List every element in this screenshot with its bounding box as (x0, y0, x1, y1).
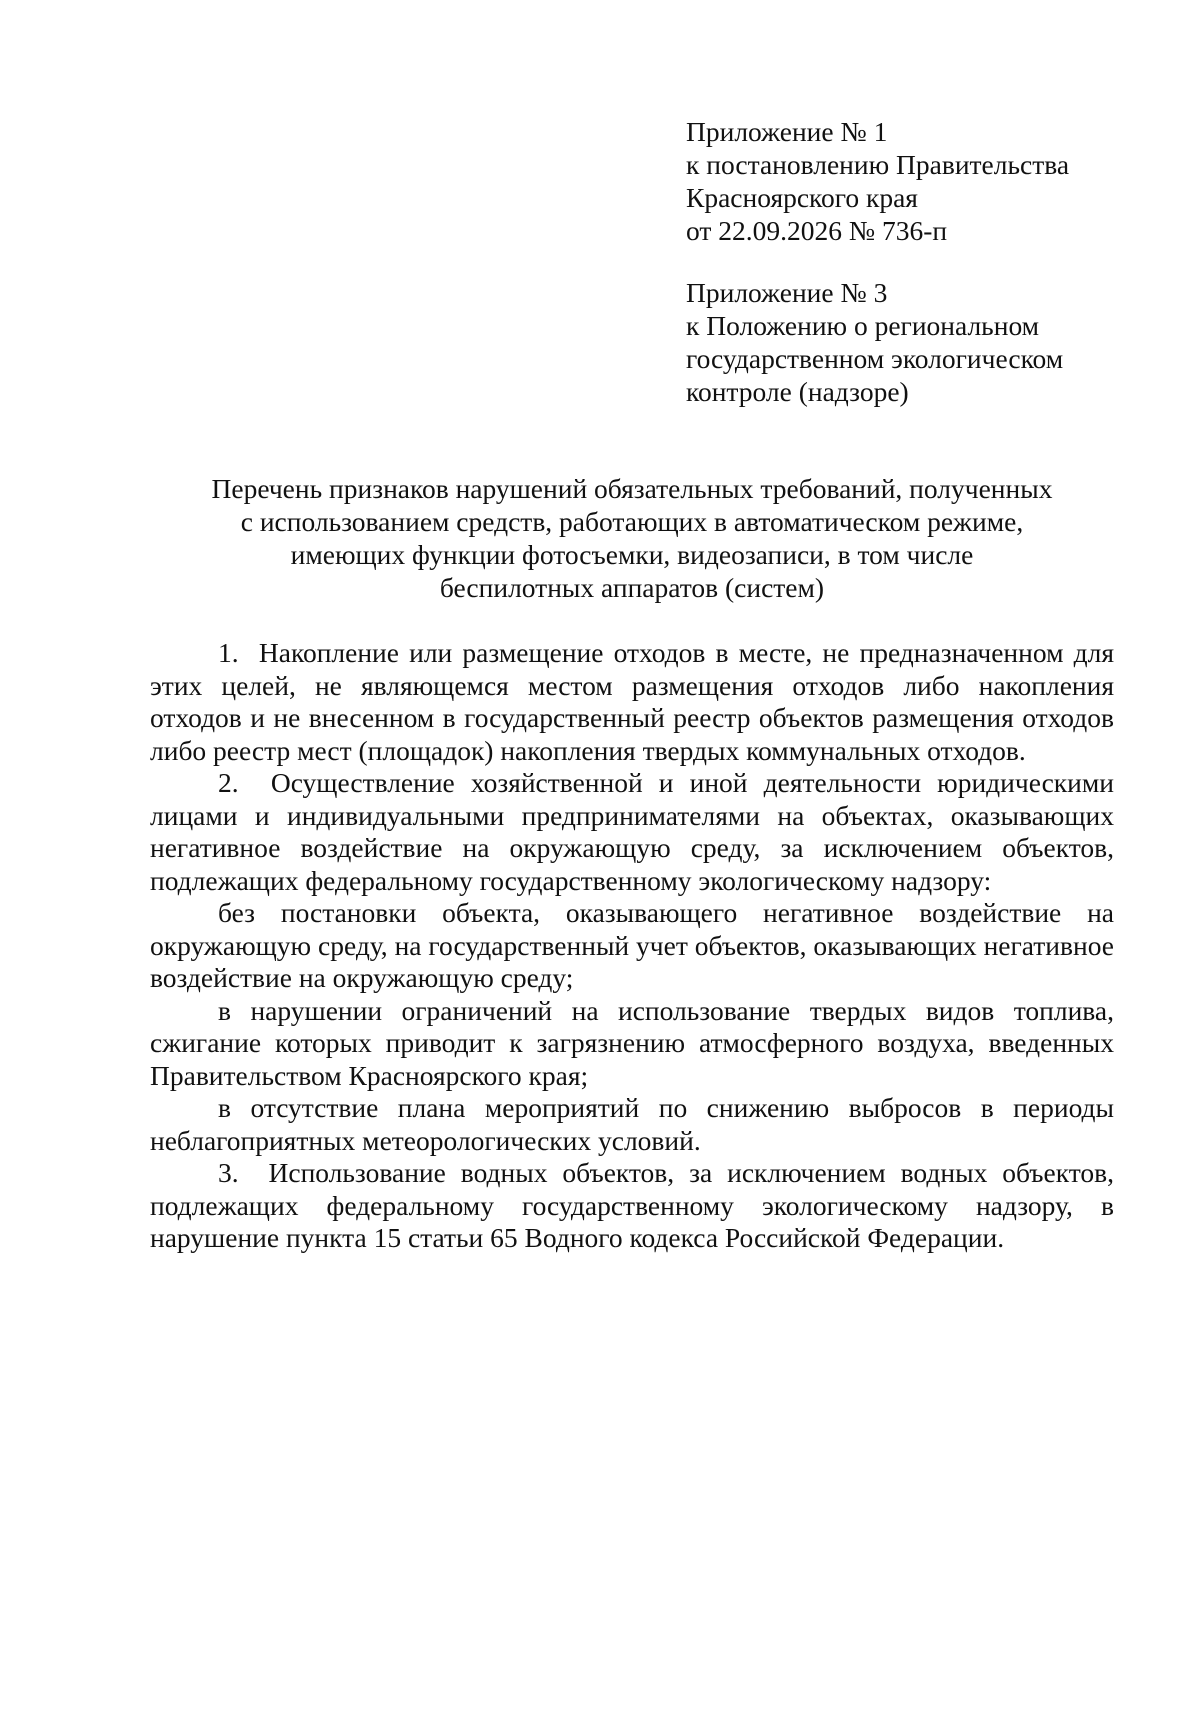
annex-3-header (686, 276, 1156, 408)
annex-3-subject-cont: контроле (надзоре) (686, 376, 909, 407)
paragraph-subitem-emissions: в отсутствие плана мероприятий по снижению выбросов в периоды неблагоприятных метеорологических условий. (150, 1092, 1114, 1156)
paragraph-item-3: 3. Использование водных объектов, за исключением водных объектов, подлежащих федеральному государственному экологическому надзору, в нарушение пункта 15 статьи 65 Водного кодекса Российской Федерации. (150, 1157, 1114, 1253)
annex-1-header (686, 115, 1156, 247)
annex-1-region: Красноярского края (686, 182, 918, 213)
paragraph-subitem-fuel: в нарушении ограничений на использование твердых видов топлива, сжигание которых приводит к загрязнению атмосферного воздуха, введенных Правительством Красноярского края; (150, 994, 1114, 1091)
annex-1-date: от 22.09.2026 № 736-п (686, 215, 948, 246)
annex-3-subject: государственном экологическом (686, 343, 1064, 374)
title-line-1: Перечень признаков нарушений обязательных требований, полученных (211, 473, 1053, 504)
title-line-3: имеющих функции фотосъемки, видеозаписи, в том числе (290, 539, 974, 570)
title-line-4: беспилотных аппаратов (систем) (439, 572, 825, 603)
paragraph-subitem-registration: без постановки объекта, оказывающего негативное воздействие на окружающую среду, на государственный учет объектов, оказывающих негативное воздействие на окружающую среду; (150, 897, 1114, 993)
annex-1-number: Приложение № 1 (686, 116, 888, 147)
annex-1-reference: к постановлению Правительства (686, 149, 1070, 180)
title-line-2: с использованием средств, работающих в автоматическом режиме, (240, 506, 1024, 537)
annex-3-reference: к Положению о региональном (686, 310, 1040, 341)
paragraph-item-2: 2. Осуществление хозяйственной и иной деятельности юридическими лицами и индивидуальными предпринимателями на объектах, оказывающих негативное воздействие на окружающую среду, за исключением объектов, подлежащих федеральному государственному экологическому надзору: (150, 767, 1114, 896)
document-body (150, 637, 1114, 1255)
paragraph-item-1: 1. Накопление или размещение отходов в месте, не предназначенном для этих целей, не являющемся местом размещения отходов либо накопления отходов и не внесенном в государственный реестр объектов размещения отходов либо реестр мест (площадок) накопления твердых коммунальных отходов. (150, 637, 1114, 766)
document-title (150, 472, 1114, 604)
annex-3-number: Приложение № 3 (686, 277, 888, 308)
